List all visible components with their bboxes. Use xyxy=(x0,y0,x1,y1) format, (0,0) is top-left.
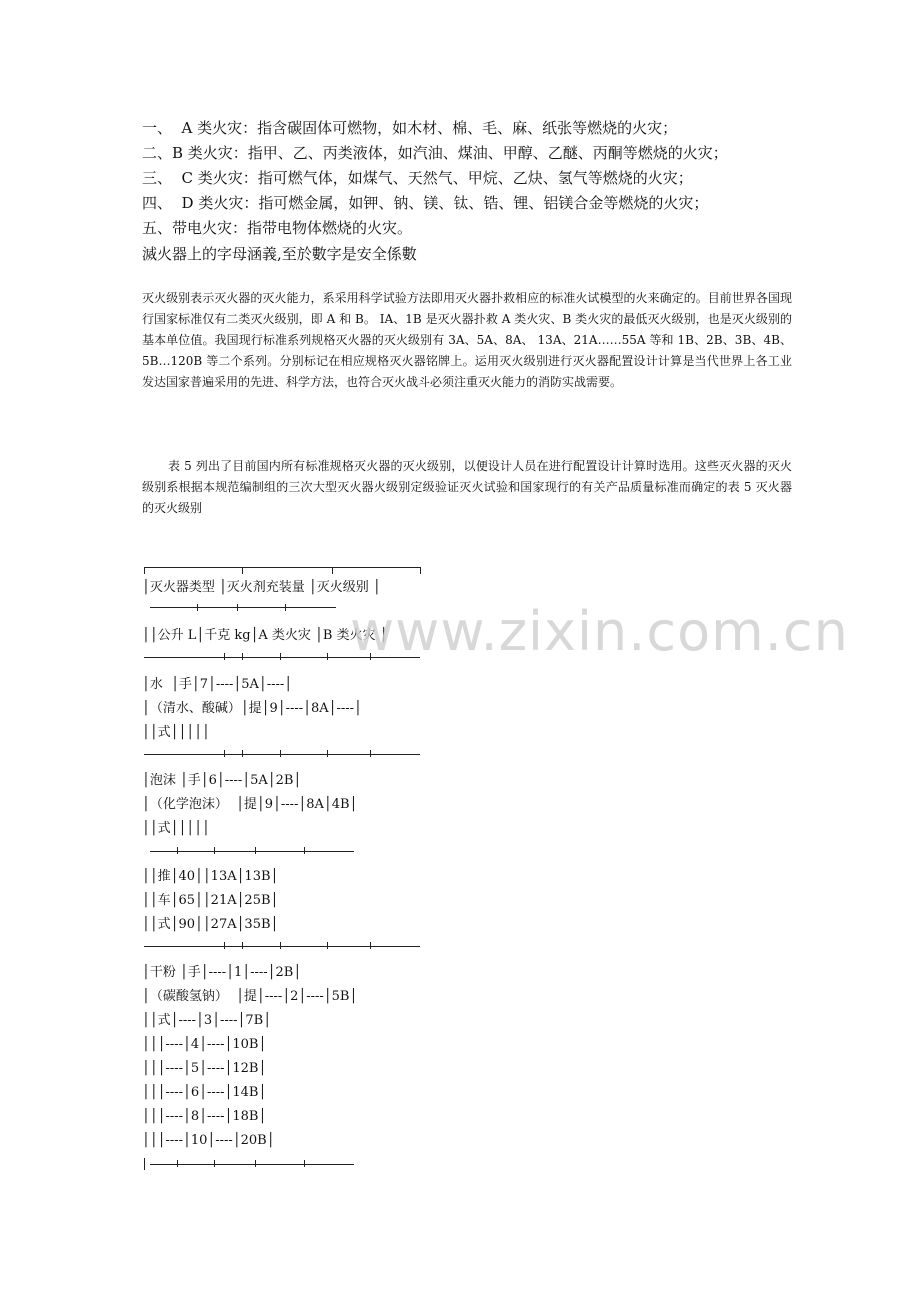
table-rule-tick xyxy=(280,942,281,949)
fire-class-a-line: 一、 A 类火灾：指含碳固体可燃物，如木材、棉、毛、麻、纸张等燃烧的火灾； xyxy=(142,119,678,137)
table-rule-tick xyxy=(327,750,328,757)
table-intro-paragraph: 表 5 列出了目前国内所有标准规格灭火器的灭火级别，以便设计人员在进行配置设计计算时选用。这些灭火器的灭火级别系根据本规范编制组的三次大型灭火器火级别定级验证灭火试验和国家现行的有关产品质量标准而确定的表 5 灭火器的灭火级别 xyxy=(142,459,792,515)
table-row: │泡沫 │手│6│----│5A│2B│ xyxy=(142,773,302,788)
table-rule xyxy=(150,851,354,852)
table-row: ││推│40││13A│13B│ xyxy=(142,869,279,884)
fire-class-d-line: 四、 D 类火灾：指可燃金属，如钾、钠、镁、钛、锆、锂、铝镁合金等燃烧的火灾； xyxy=(142,194,709,212)
table-rule-tick xyxy=(224,942,225,949)
table-row: │││----│8│----│18B│ xyxy=(142,1109,267,1124)
table-rule-tick xyxy=(144,567,145,574)
table-rule xyxy=(144,946,420,947)
table-rule-tick xyxy=(255,847,256,854)
table-row: │水 │手│7│----│5A│----│ xyxy=(142,677,293,692)
table-rule-tick xyxy=(327,942,328,949)
table-rule-tick xyxy=(197,604,198,611)
table-rule-tick xyxy=(224,750,225,757)
table-rule-tick xyxy=(214,1160,215,1167)
table-rule-tick xyxy=(280,653,281,660)
table-row: ││车│65││21A│25B│ xyxy=(142,893,279,908)
fire-class-electrical-line: 五、带电火灾：指带电物体燃烧的火灾。 xyxy=(142,219,413,237)
table-rule-tick xyxy=(304,847,305,854)
table-rule-tick xyxy=(224,653,225,660)
table-rule-tick xyxy=(214,847,215,854)
table-row: │││----│10│----│20B│ xyxy=(142,1133,275,1148)
table-rule-tick xyxy=(242,653,243,660)
table-row: ││式│││││ xyxy=(142,725,210,740)
table-rule-tick xyxy=(332,567,333,574)
table-rule-tick xyxy=(370,942,371,949)
table-rule xyxy=(150,607,336,608)
table-rule-tick xyxy=(304,1160,305,1167)
table-row: ││式│││││ xyxy=(142,821,210,836)
table-rule-tick xyxy=(242,942,243,949)
table-row: │││----│6│----│14B│ xyxy=(142,1085,267,1100)
fire-class-b-line: 二、B 类火灾：指甲、乙、丙类液体，如汽油、煤油、甲醇、乙醚、丙酮等燃烧的火灾； xyxy=(142,144,728,162)
table-rule-tick xyxy=(242,750,243,757)
table-rule-tick xyxy=(144,1158,145,1170)
table-rule-tick xyxy=(285,604,286,611)
table-rule-tick xyxy=(255,1160,256,1167)
table-rule-tick xyxy=(370,750,371,757)
table-header-row: │灭火器类型 │灭火剂充装量 │灭火级别 │ xyxy=(142,580,381,595)
fire-class-c-line: 三、 C 类火灾：指可燃气体，如煤气、天然气、甲烷、乙炔、氢气等燃烧的火灾； xyxy=(142,169,693,187)
table-rule xyxy=(144,754,420,755)
site-watermark: www.zixin.com.cn xyxy=(350,600,849,663)
table-row: │（化学泡沫） │提│9│----│8A│4B│ xyxy=(142,797,358,812)
table-rule-tick xyxy=(280,750,281,757)
table-subheader-row: ││公升 L│千克 kg│A 类火灾 │B 类火灾 │ xyxy=(142,628,388,643)
table-row: │干粉 │手│----│1│----│2B│ xyxy=(142,965,302,980)
table-rule-tick xyxy=(177,1160,178,1167)
fire-rating-paragraph: 灭火级别表示灭火器的灭火能力，系采用科学试验方法即用灭火器扑救相应的标准火试模型的火来确定的。目前世界各国现行国家标准仅有二类灭火级别，即 A 和 B。 IA、1B 是灭火器扑救 A 类火灾、B 类火灾的最低灭火级别，也是灭火级别的基本单位值。我国现行标准系列规格灭火器的灭火级别有 3A、5A、8A、 13A、21A……55A 等和 1B、2B、3B、4B、5B…120B 等二个系列。分别标记在相应规格灭火器铭牌上。运用灭火级别进行灭火器配置设计计算是当代世界上各工业发达国家普遍采用的先进、科学方法，也符合灭火战斗必须注重灭火能力的消防实战需要。 xyxy=(142,291,792,389)
table-rule-tick xyxy=(420,567,421,574)
table-rule xyxy=(150,1164,354,1165)
letter-meaning-line: 滅火器上的字母涵義,至於數字是安全係數 xyxy=(142,245,417,263)
table-row: │││----│4│----│10B│ xyxy=(142,1037,267,1052)
table-row: ││式│----│3│----│7B│ xyxy=(142,1013,272,1028)
table-rule xyxy=(144,567,420,568)
table-rule-tick xyxy=(237,604,238,611)
table-row: ││式│90││27A│35B│ xyxy=(142,917,279,932)
table-rule-tick xyxy=(327,653,328,660)
table-row: │││----│5│----│12B│ xyxy=(142,1061,267,1076)
table-rule-tick xyxy=(242,567,243,574)
table-rule-tick xyxy=(177,847,178,854)
table-row: │（碳酸氢钠） │提│----│2│----│5B│ xyxy=(142,989,358,1004)
table-row: │（清水、酸碱）│提│9│----│8A│----│ xyxy=(142,701,362,716)
